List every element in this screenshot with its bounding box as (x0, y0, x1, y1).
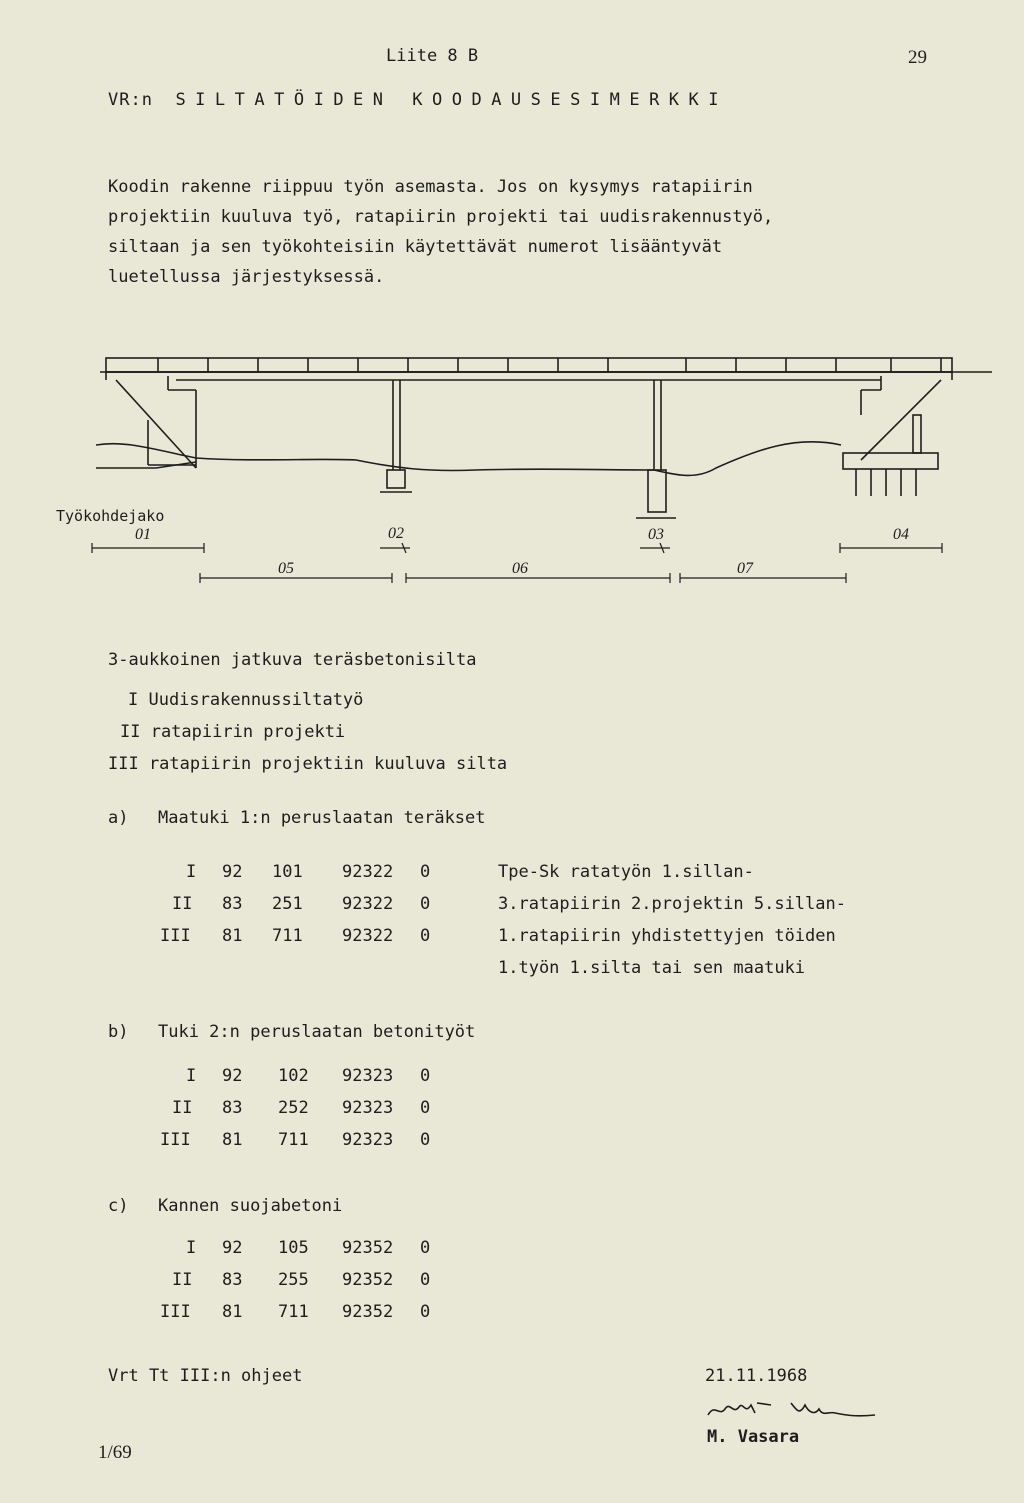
code-part: 252 (278, 1098, 309, 1118)
segment-04: 04 (893, 526, 909, 543)
ground-profile (96, 442, 841, 476)
code-part: 92352 (342, 1238, 394, 1258)
code-part: 92323 (342, 1098, 394, 1118)
code-part: 92 (222, 862, 243, 882)
level-2: II ratapiirin projekti (120, 722, 346, 742)
code-note: 1.työn 1.silta tai sen maatuki (498, 958, 806, 978)
reference-note: Vrt Tt III:n ohjeet (108, 1366, 303, 1386)
code-part: 101 (272, 862, 303, 882)
segment-03: 03 (648, 526, 664, 543)
code-part: 251 (272, 894, 303, 914)
left-ground (96, 462, 196, 468)
left-abutment (106, 372, 196, 468)
appendix-label: Liite 8 B (386, 46, 479, 66)
code-part: 0 (420, 1270, 431, 1290)
segment-05: 05 (278, 560, 294, 577)
code-level: I (186, 862, 197, 882)
code-part: 0 (420, 1066, 431, 1086)
code-part: 255 (278, 1270, 309, 1290)
level-3: III ratapiirin projektiin kuuluva silta (108, 754, 508, 774)
code-part: 83 (222, 894, 243, 914)
code-part: 711 (278, 1130, 309, 1150)
intro-line: projektiin kuuluva työ, ratapiirin projekti tai uudisrakennustyö, (108, 207, 774, 227)
code-part: 0 (420, 1130, 431, 1150)
title-text: SILTATÖIDEN KOODAUSESIMERKKI (175, 90, 729, 110)
intro-line: Koodin rakenne riippuu työn asemasta. Jos on kysymys ratapiirin (108, 177, 753, 197)
bridge-deck (106, 358, 952, 372)
bridge-type: 3-aukkoinen jatkuva teräsbetonisilta (108, 650, 477, 670)
code-part: 92352 (342, 1270, 394, 1290)
code-part: 92322 (342, 862, 394, 882)
right-abutment (843, 372, 952, 496)
code-part: 83 (222, 1098, 243, 1118)
code-level: III (160, 926, 191, 946)
code-part: 711 (272, 926, 303, 946)
intro-line: luetellussa järjestyksessä. (108, 267, 385, 287)
intro-line: siltaan ja sen työkohteisiin käytettävät numerot lisääntyvät (108, 237, 723, 257)
code-note: Tpe-Sk ratatyön 1.sillan- (498, 862, 754, 882)
code-part: 92 (222, 1238, 243, 1258)
code-part: 92352 (342, 1302, 394, 1322)
title-prefix: VR:n (108, 90, 153, 110)
code-part: 102 (278, 1066, 309, 1086)
section-c-letter: c) (108, 1196, 129, 1216)
code-part: 0 (420, 1098, 431, 1118)
page-number: 29 (908, 47, 927, 68)
code-part: 92323 (342, 1066, 394, 1086)
section-b-letter: b) (108, 1022, 129, 1042)
code-level: II (172, 1270, 193, 1290)
section-c-title: Kannen suojabetoni (158, 1196, 343, 1216)
pier-3 (636, 380, 676, 518)
document-number: 1/69 (98, 1442, 132, 1463)
code-part: 0 (420, 1302, 431, 1322)
document-date: 21.11.1968 (705, 1366, 808, 1386)
signer-name: M. Vasara (707, 1427, 800, 1447)
section-a-title: Maatuki 1:n peruslaatan teräkset (158, 808, 486, 828)
code-level: I (186, 1066, 197, 1086)
code-note: 3.ratapiirin 2.projektin 5.sillan- (498, 894, 846, 914)
code-part: 0 (420, 862, 431, 882)
segment-07: 07 (737, 560, 753, 577)
code-level: II (172, 1098, 193, 1118)
section-a-letter: a) (108, 808, 129, 828)
section-b-title: Tuki 2:n peruslaatan betonityöt (158, 1022, 476, 1042)
code-part: 81 (222, 1130, 243, 1150)
code-level: III (160, 1130, 191, 1150)
code-level: I (186, 1238, 197, 1258)
segment-01: 01 (135, 526, 151, 543)
level-1: I Uudisrakennussiltatyö (128, 690, 364, 710)
work-split-label: Työkohdejako (56, 507, 165, 525)
code-part: 92322 (342, 894, 394, 914)
pier-2 (380, 380, 412, 492)
code-part: 0 (420, 926, 431, 946)
segment-02: 02 (388, 525, 404, 542)
segment-06: 06 (512, 560, 528, 577)
code-part: 81 (222, 1302, 243, 1322)
code-part: 92323 (342, 1130, 394, 1150)
handwritten-signature (705, 1395, 915, 1425)
code-part: 92322 (342, 926, 394, 946)
code-part: 105 (278, 1238, 309, 1258)
code-part: 92 (222, 1066, 243, 1086)
code-part: 711 (278, 1302, 309, 1322)
code-part: 81 (222, 926, 243, 946)
code-part: 83 (222, 1270, 243, 1290)
code-note: 1.ratapiirin yhdistettyjen töiden (498, 926, 836, 946)
code-part: 0 (420, 894, 431, 914)
intro-paragraph (108, 172, 968, 292)
document-title (108, 90, 728, 110)
railing-posts (158, 358, 941, 372)
code-level: III (160, 1302, 191, 1322)
code-part: 0 (420, 1238, 431, 1258)
code-level: II (172, 894, 193, 914)
segment-dimension-lines (80, 540, 960, 590)
